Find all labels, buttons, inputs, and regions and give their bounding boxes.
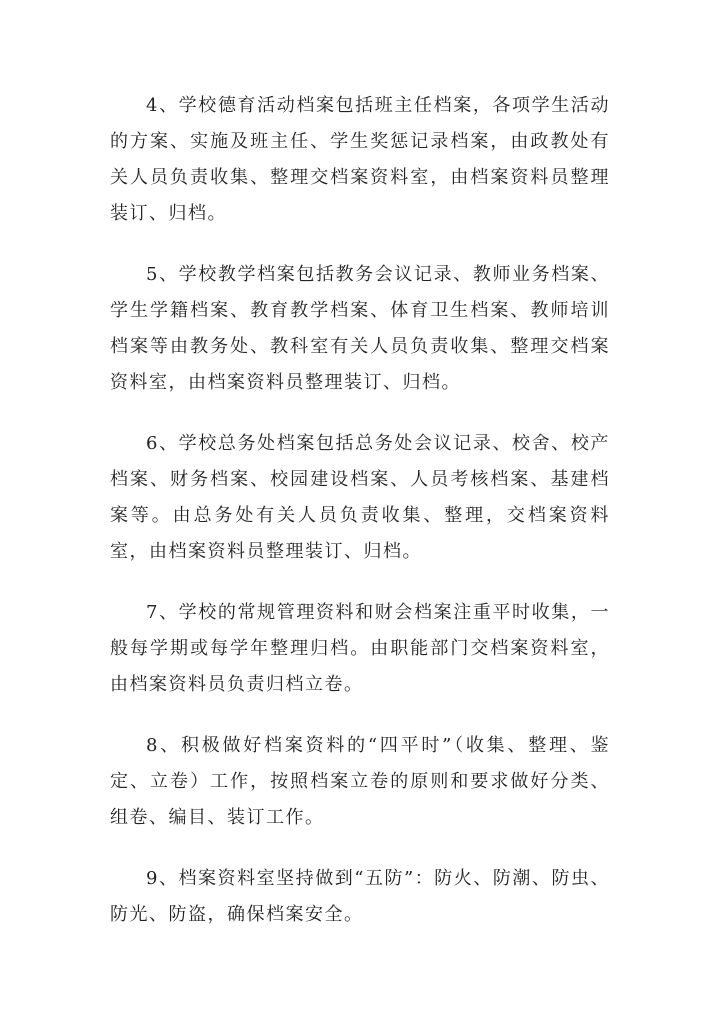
paragraph-8: 8、积极做好档案资料的“四平时”（收集、整理、鉴定、立卷）工作，按照档案立卷的原则和要求做好分类、组卷、编目、装订工作。	[110, 735, 610, 828]
paragraph-9: 9、档案资料室坚持做到“五防”：防火、防潮、防虫、防光、防盗，确保档案安全。	[110, 868, 610, 925]
paragraph-6: 6、学校总务处档案包括总务处会议记录、校舍、校产档案、财务档案、校园建设档案、人员考核档案、基建档案等。由总务处有关人员负责收集、整理，交档案资料室，由档案资料员整理装订、归档。	[110, 433, 610, 562]
paragraph-5: 5、学校教学档案包括教务会议记录、教师业务档案、学生学籍档案、教育教学档案、体育卫生档案、教师培训档案等由教务处、教科室有关人员负责收集、整理交档案资料室，由档案资料员整理装订、归档。	[110, 264, 610, 393]
document-body	[110, 88, 610, 958]
paragraph-4: 4、学校德育活动档案包括班主任档案，各项学生活动的方案、实施及班主任、学生奖惩记录档案，由政教处有关人员负责收集、整理交档案资料室，由档案资料员整理装订、归档。	[110, 95, 610, 224]
paragraph-7: 7、学校的常规管理资料和财会档案注重平时收集，一般每学期或每学年整理归档。由职能部门交档案资料室，由档案资料员负责归档立卷。	[110, 602, 610, 695]
